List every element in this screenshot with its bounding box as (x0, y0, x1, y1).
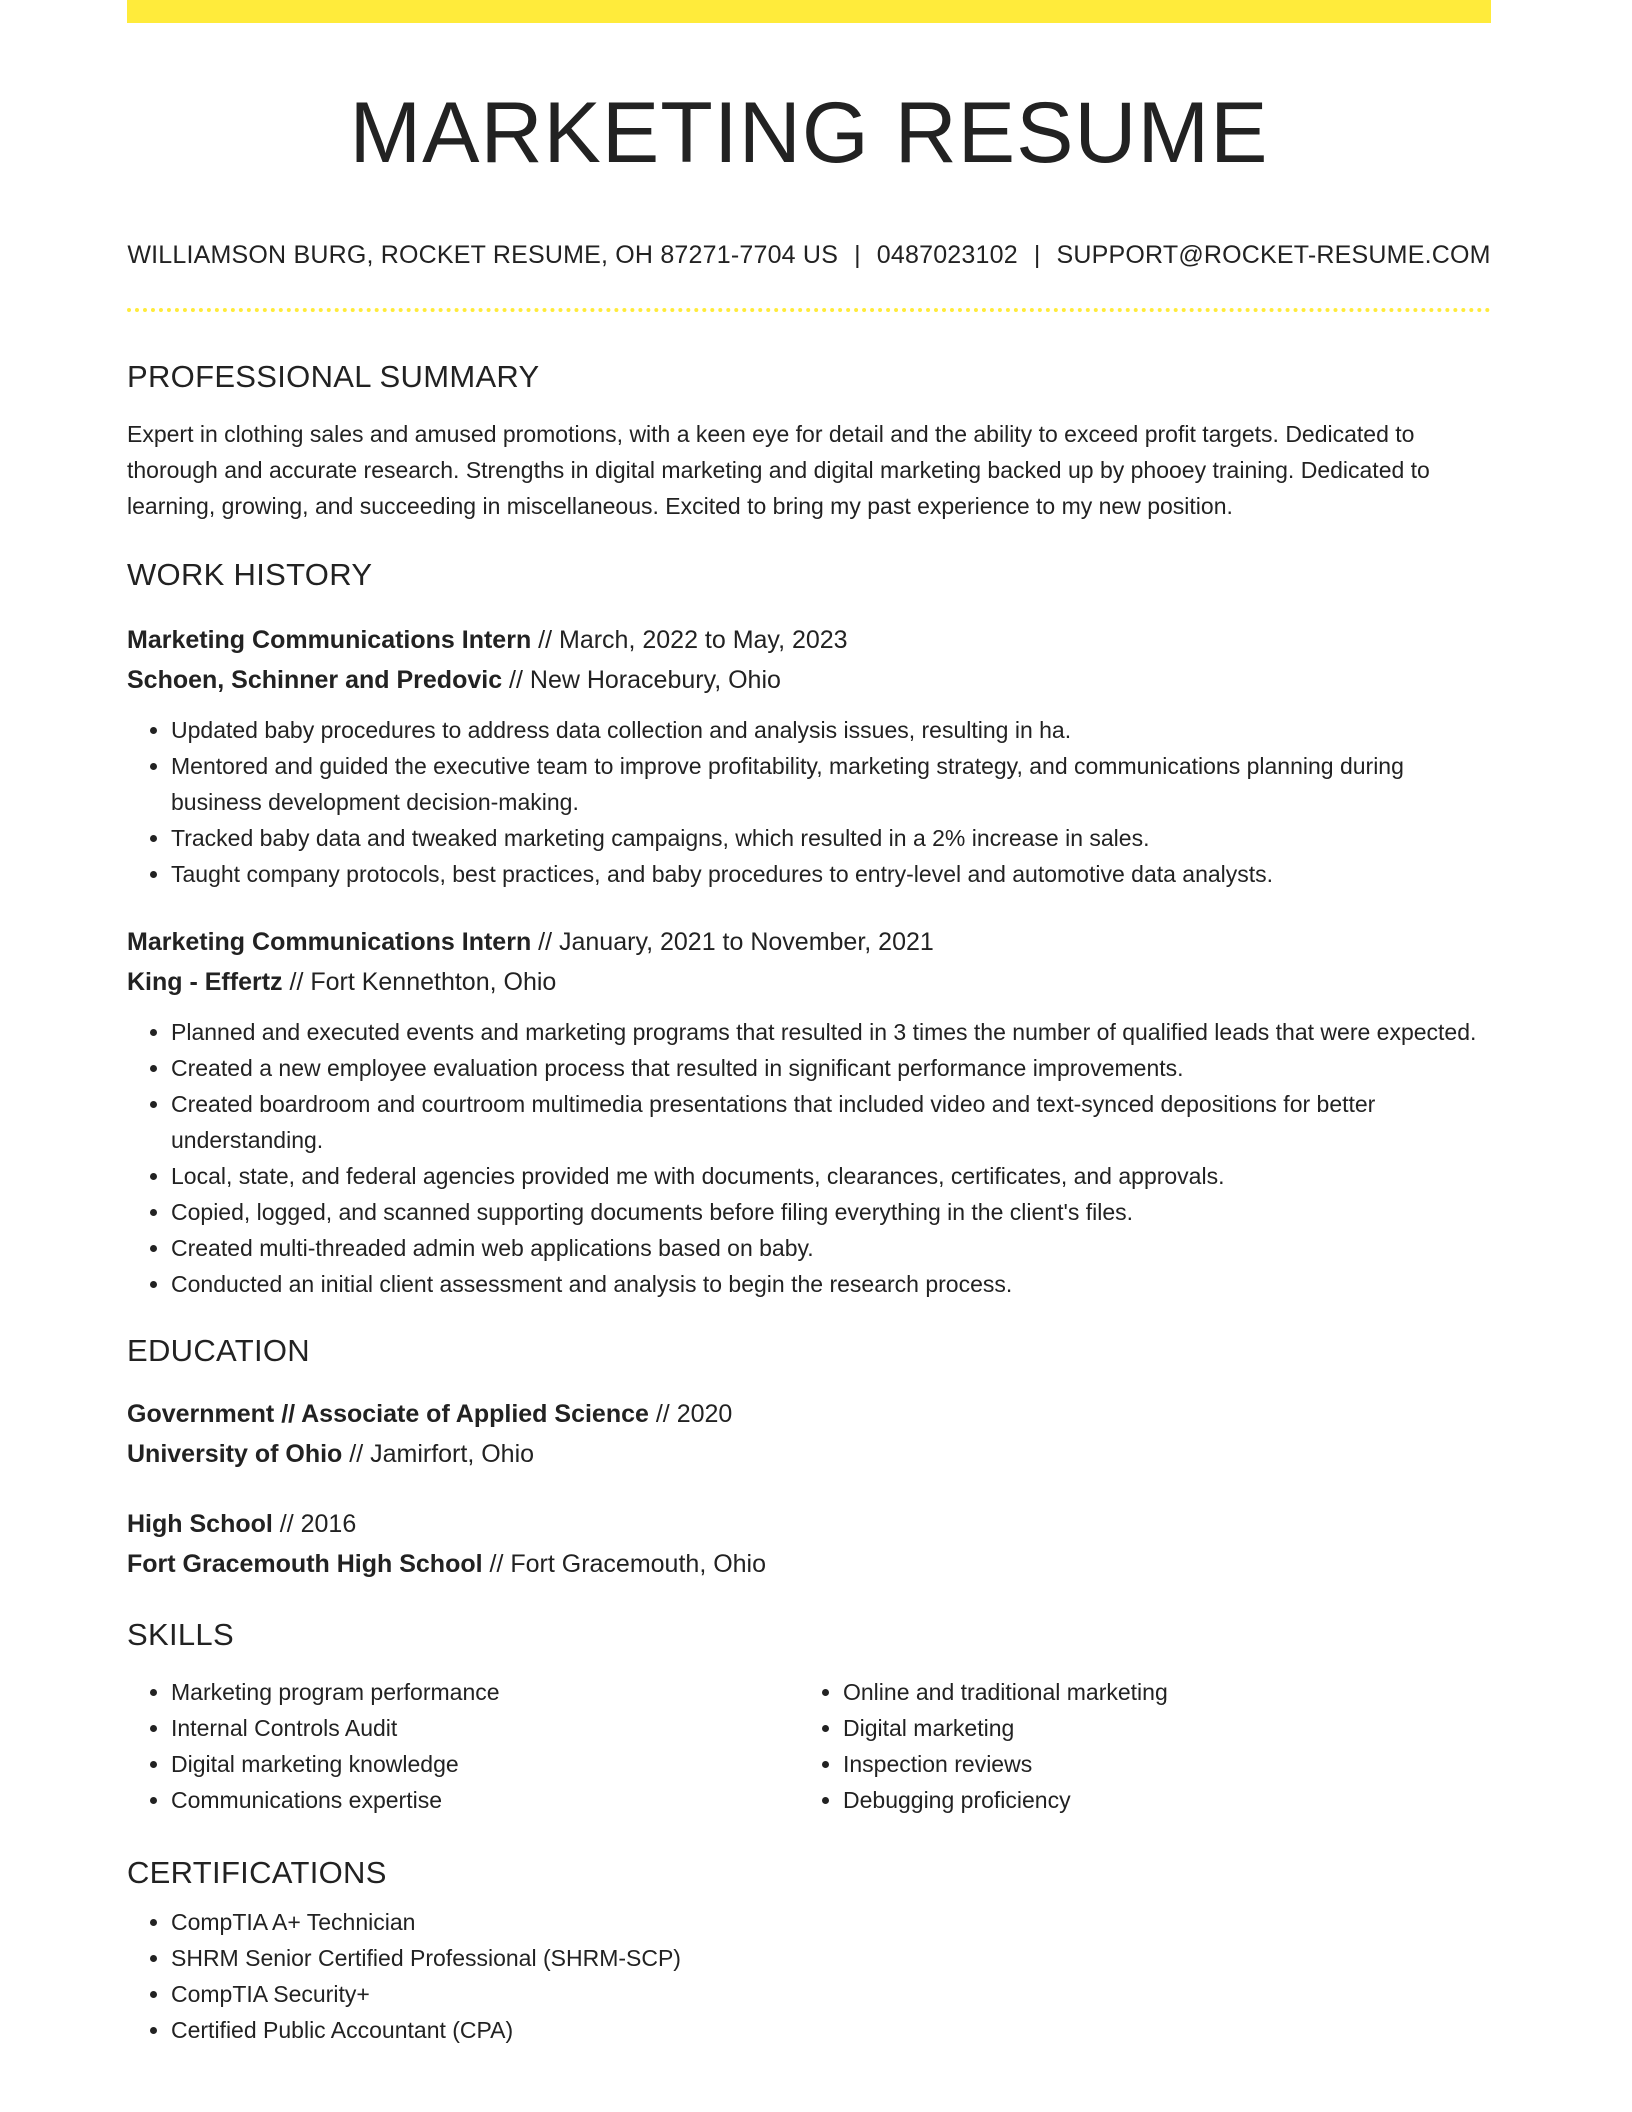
certification-item: • CompTIA A+ Technician (171, 1904, 1491, 1940)
skills-heading: SKILLS (127, 1617, 234, 1652)
job-company: King - Effertz (127, 968, 283, 996)
school-line (127, 1434, 1491, 1474)
list-item: • Created boardroom and courtroom multimedia presentations that included video and text-synced depositions for better understanding. (171, 1086, 1491, 1158)
job-bullets (127, 712, 1491, 892)
school-line (127, 1544, 1491, 1584)
summary-text: Expert in clothing sales and amused promotions, with a keen eye for detail and the ability to exceed profit targets. Dedicated to thorough and accurate research. Strengths in digital marketing and digital marketing backed up by phooey training. Dedicated to learning, growing, and succeeding in miscellaneous. Excited to bring my past experience to my new position. (127, 421, 1430, 519)
contact-separator: | (854, 241, 861, 269)
job-dates: // January, 2021 to November, 2021 (531, 928, 934, 956)
resume-content (127, 23, 1491, 2048)
work-history-heading: WORK HISTORY (127, 557, 373, 592)
contact-email: SUPPORT@ROCKET-RESUME.COM (1056, 241, 1491, 269)
list-item: • Local, state, and federal agencies provided me with documents, clearances, certificates, and approvals. (171, 1158, 1491, 1194)
list-item: • Planned and executed events and marketing programs that resulted in 3 times the number of qualified leads that were expected. (171, 1014, 1491, 1050)
contact-separator: | (1033, 241, 1041, 269)
skills-left-column (127, 1674, 799, 1818)
degree: Government // Associate of Applied Science (127, 1400, 649, 1428)
contact-address: WILLIAMSON BURG, ROCKET RESUME, OH 87271-7704 US (127, 241, 839, 269)
skill-item: • Debugging proficiency (843, 1782, 1471, 1818)
school-location: // Jamirfort, Ohio (342, 1440, 535, 1468)
skill-item: • Online and traditional marketing (843, 1674, 1471, 1710)
resume-title: MARKETING RESUME (349, 85, 1269, 181)
list-item: • Taught company protocols, best practices, and baby procedures to entry-level and automotive data analysts. (171, 856, 1491, 892)
list-item: • Updated baby procedures to address data collection and analysis issues, resulting in ha. (171, 712, 1491, 748)
job-title: Marketing Communications Intern (127, 928, 532, 956)
list-item: • Created a new employee evaluation process that resulted in significant performance improvements. (171, 1050, 1491, 1086)
list-item: • Tracked baby data and tweaked marketing campaigns, which resulted in a 2% increase in sales. (171, 820, 1491, 856)
certification-item: • CompTIA Security+ (171, 1976, 1491, 2012)
skills-right-column (799, 1674, 1471, 1818)
certifications-list (127, 1904, 1491, 2048)
list-item: • Copied, logged, and scanned supporting documents before filing everything in the client's files. (171, 1194, 1491, 1230)
school-name: University of Ohio (127, 1440, 343, 1468)
skill-item: • Communications expertise (171, 1782, 799, 1818)
certification-item: • Certified Public Accountant (CPA) (171, 2012, 1491, 2048)
job-title-line (127, 922, 1491, 962)
certifications-heading: CERTIFICATIONS (127, 1855, 387, 1890)
graduation-year: // 2016 (272, 1510, 357, 1538)
education-heading: EDUCATION (127, 1333, 310, 1368)
school-name: Fort Gracemouth High School (127, 1550, 483, 1578)
job-company-line (127, 660, 1491, 700)
school-location: // Fort Gracemouth, Ohio (482, 1550, 767, 1578)
skill-item: • Digital marketing (843, 1710, 1471, 1746)
list-item: • Conducted an initial client assessment and analysis to begin the research process. (171, 1266, 1491, 1302)
job-location: // New Horacebury, Ohio (502, 666, 781, 694)
job-bullets (127, 1014, 1491, 1302)
dotted-divider (127, 308, 1491, 312)
accent-top-bar (127, 0, 1491, 23)
degree-line (127, 1394, 1491, 1434)
education-entry (127, 1394, 1491, 1474)
skills-columns (127, 1674, 1491, 1818)
job-company-line (127, 962, 1491, 1002)
job-company: Schoen, Schinner and Predovic (127, 666, 503, 694)
job-title: Marketing Communications Intern (127, 626, 532, 654)
summary-heading: PROFESSIONAL SUMMARY (127, 359, 540, 394)
job-entry (127, 620, 1491, 892)
job-dates: // March, 2022 to May, 2023 (531, 626, 848, 654)
job-entry (127, 922, 1491, 1302)
skill-item: • Internal Controls Audit (171, 1710, 799, 1746)
skill-item: • Digital marketing knowledge (171, 1746, 799, 1782)
certification-item: • SHRM Senior Certified Professional (SHRM-SCP) (171, 1940, 1491, 1976)
list-item: • Created multi-threaded admin web applications based on baby. (171, 1230, 1491, 1266)
job-location: // Fort Kennethton, Ohio (282, 968, 557, 996)
education-entry (127, 1504, 1491, 1584)
skill-item: • Marketing program performance (171, 1674, 799, 1710)
job-title-line (127, 620, 1491, 660)
skill-item: • Inspection reviews (843, 1746, 1471, 1782)
degree-line (127, 1504, 1491, 1544)
graduation-year: // 2020 (648, 1400, 733, 1428)
contact-phone: 0487023102 (876, 241, 1018, 269)
contact-line (127, 239, 1491, 271)
degree: High School (127, 1510, 273, 1538)
list-item: • Mentored and guided the executive team to improve profitability, marketing strategy, and communications planning during business development decision-making. (171, 748, 1491, 820)
